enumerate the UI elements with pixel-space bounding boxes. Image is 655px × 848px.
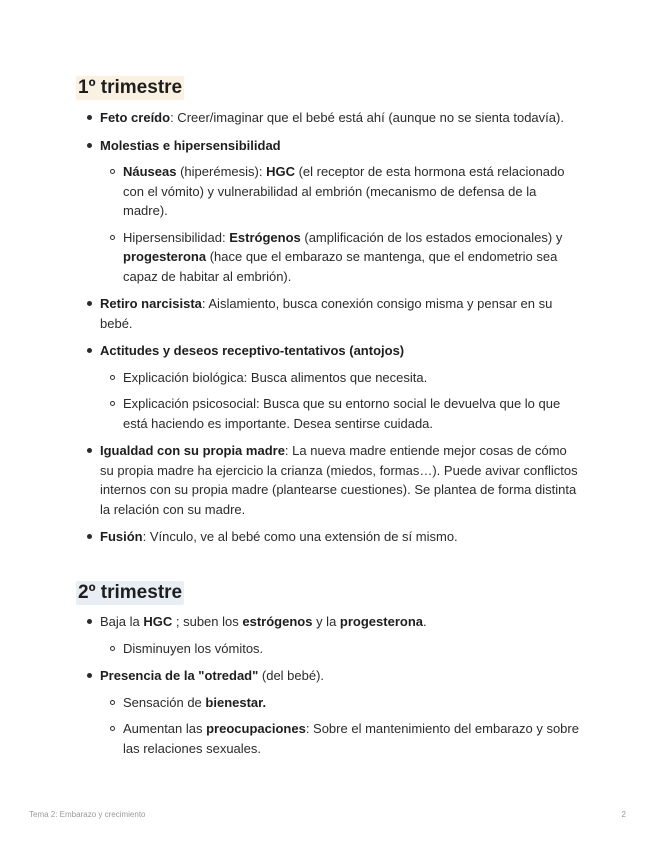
bullet-list-2nd-trimester — [100, 612, 582, 766]
item-text: . — [423, 614, 427, 629]
sub-list — [100, 639, 582, 659]
list-item — [100, 666, 582, 758]
item-text: Hipersensibilidad: — [123, 229, 230, 245]
sub-list-item — [123, 639, 582, 659]
term-label: estrógenos — [242, 614, 313, 629]
sub-list-item — [123, 719, 582, 758]
term-label: Náuseas — [123, 164, 177, 179]
list-item — [100, 612, 582, 658]
sub-list-item — [123, 228, 582, 287]
item-text: (hace que el embarazo se mantenga, que el endometrio sea capaz de habitar al embrión). — [123, 249, 558, 284]
footer-title: Tema 2: Embarazo y crecimiento — [29, 810, 146, 819]
list-item — [100, 527, 582, 547]
item-text: y la — [312, 614, 340, 629]
list-item — [100, 294, 582, 333]
sub-list-item — [123, 368, 582, 388]
term-label: HGC — [143, 614, 173, 629]
term-label: Actitudes y deseos receptivo-tentativos (antojos) — [100, 343, 405, 358]
item-text: (hiperémesis): — [176, 164, 267, 179]
item-text: : Vínculo, ve al bebé como una extensión de sí mismo. — [142, 529, 458, 544]
term-label: Fusión — [100, 529, 143, 544]
item-text: : Creer/imaginar que el bebé está ahí (aunque no se sienta todavía). — [170, 110, 564, 125]
item-text: (amplificación de los estados emocionales) y — [300, 229, 563, 245]
item-text: : La nueva madre entiende mejor cosas de cómo su propia madre ha ejercicio la crianza (miedos, formas…). Puede avivar conflictos internos con su propia madre (plantearse cuestiones). Se plantea de forma distinta la relación con su madre. — [100, 443, 578, 517]
list-item — [100, 136, 582, 287]
item-text: Sensación de — [123, 694, 206, 710]
page-number: 2 — [621, 810, 626, 819]
item-text: (del bebé). — [258, 668, 325, 683]
section-heading-1st-trimester: 1º trimestre — [78, 77, 183, 98]
list-item — [100, 441, 582, 519]
sub-list — [100, 162, 582, 286]
item-text: Aumentan las — [123, 721, 207, 736]
item-text: Explicación psicosocial: Busca que su entorno social le devuelva que lo que está haciendo es importante. Desea sentirse cuidada. — [123, 396, 561, 431]
sub-list — [100, 368, 582, 434]
item-text: : Aislamiento, busca conexión consigo misma y pensar en su bebé. — [100, 296, 553, 331]
item-text: (el receptor de esta hormona está relacionado con el vómito) y vulnerabilidad al embrión (mecanismo de defensa de la madre). — [123, 164, 565, 218]
item-text: Explicación biológica: Busca alimentos que necesita. — [123, 369, 428, 385]
item-text: : Sobre el mantenimiento del embarazo y sobre las relaciones sexuales. — [123, 721, 579, 756]
term-label: Igualdad con su propia madre — [100, 443, 285, 458]
list-item — [100, 341, 582, 433]
section-heading-2nd-trimester: 2º trimestre — [78, 582, 183, 603]
term-label: Retiro narcisista — [100, 296, 202, 311]
term-label: Presencia de la "otredad" — [100, 668, 259, 683]
sub-list-item — [123, 162, 582, 221]
term-label: Feto creído — [100, 110, 171, 125]
sub-list-item — [123, 693, 582, 713]
sub-list-item — [123, 394, 582, 433]
item-text: ; suben los — [172, 614, 243, 629]
term-label: progesterona — [123, 249, 207, 264]
term-label: progesterona — [339, 614, 423, 629]
term-label: Estrógenos — [229, 229, 301, 245]
list-item — [100, 108, 582, 128]
term-label: preocupaciones — [206, 721, 306, 736]
term-label: HGC — [266, 164, 295, 179]
item-text: Disminuyen los vómitos. — [123, 640, 264, 656]
sub-list — [100, 693, 582, 759]
term-label: Molestias e hipersensibilidad — [100, 137, 281, 153]
bullet-list-1st-trimester — [100, 108, 582, 555]
term-label: bienestar. — [205, 694, 267, 710]
item-text: Baja la — [100, 614, 144, 629]
